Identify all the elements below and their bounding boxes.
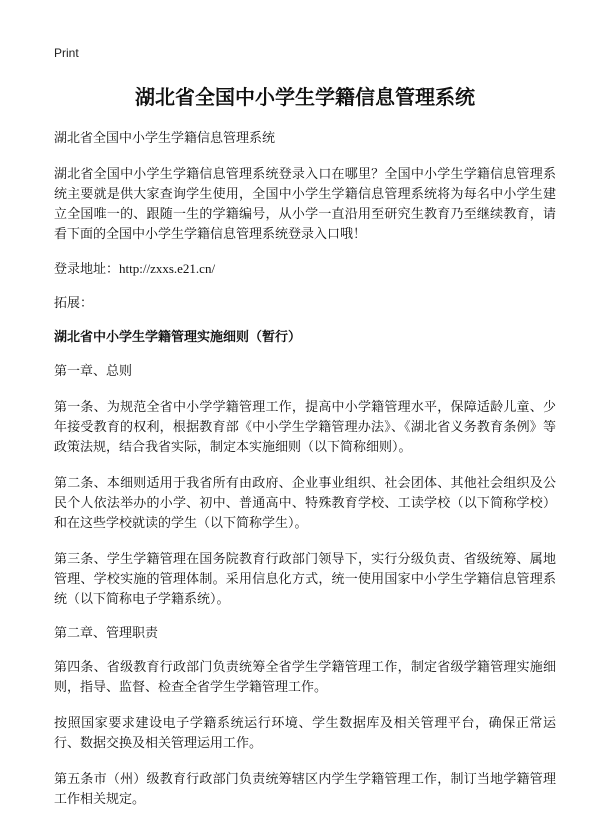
page-title: 湖北省全国中小学生学籍信息管理系统 (135, 85, 475, 109)
article-4-continued: 按照国家要求建设电子学籍系统运行环境、学生数据库及相关管理平台，确保正常运行、数据交换及相关管理运用工作。 (54, 716, 556, 751)
login-address-label: 登录地址： (54, 262, 120, 277)
article-2: 第二条、本细则适用于我省所有由政府、企业事业组织、社会团体、其他社会组织及公民个人依法举办的小学、初中、普通高中、特殊教育学校、工读学校（以下简称学校）和在这些学校就读的学生（以下简称学生）。 (54, 476, 556, 531)
article-1: 第一条、为规范全省中小学学籍管理工作，提高中小学籍管理水平，保障适龄儿童、少年接受教育的权利，根据教育部《中小学生学籍管理办法》、《湖北省义务教育条例》等政策法规，结合我省实际，制定本实施细则（以下简称细则）。 (54, 400, 556, 455)
intro-paragraph: 湖北省全国中小学生学籍信息管理系统登录入口在哪里？全国中小学生学籍信息管理系统主要就是供大家查询学生使用，全国中小学生学籍信息管理系统将为每名中小学生建立全国唯一的、跟随一生的学籍编号，从小学一直沿用至研究生教育乃至继续教育，请看下面的全国中小学生学籍信息管理系统登录入口哦！ (54, 167, 556, 242)
login-url-link[interactable]: http://zxxs.e21.cn/ (119, 261, 216, 276)
chapter-1-heading: 第一章、总则 (54, 364, 133, 379)
login-address-line (54, 259, 556, 280)
print-link[interactable]: Print (54, 46, 79, 60)
subtitle: 湖北省全国中小学生学籍信息管理系统 (54, 131, 276, 146)
article-3: 第三条、学生学籍管理在国务院教育行政部门领导下，实行分级负责、省级统筹、属地管理、学校实施的管理体制。采用信息化方式，统一使用国家中小学生学籍信息管理系统（以下简称电子学籍系统）。 (54, 552, 556, 607)
article-5: 第五条市（州）级教育行政部门负责统筹辖区内学生学籍管理工作，制订当地学籍管理工作相关规定。 (54, 772, 556, 807)
rules-title: 湖北省中小学生学籍管理实施细则（暂行） (54, 330, 302, 345)
extension-label: 拓展： (54, 296, 94, 311)
article-4: 第四条、省级教育行政部门负责统筹全省学生学籍管理工作，制定省级学籍管理实施细则，指导、监督、检查全省学生学籍管理工作。 (54, 660, 556, 695)
chapter-2-heading: 第二章、管理职责 (54, 626, 159, 641)
